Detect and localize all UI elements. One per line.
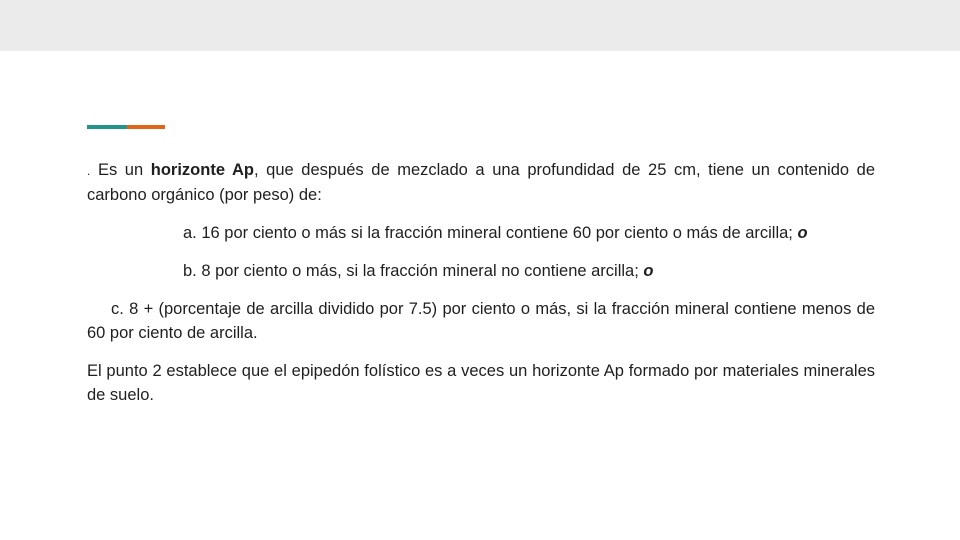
term-horizonte-ap: horizonte Ap [150,161,254,179]
list-item-b-conj: o [643,262,654,280]
paragraph-conclusion: El punto 2 establece que el epipedón folístico es a veces un horizonte Ap formado por materiales minerales de suelo. [87,362,875,404]
accent-bar-orange [127,125,165,129]
list-item-a-text: a. 16 por ciento o más si la fracción mineral contiene 60 por ciento o más de arcilla; [183,224,793,242]
list-item-a [87,221,875,245]
paragraph-definition-post: , que después de mezclado a una profundidad de 25 cm, tiene un contenido de carbono orgánico (por peso) de: [87,161,875,204]
top-band [0,0,960,51]
list-marker: . [87,164,91,178]
slide-body [87,158,875,421]
paragraph-definition [87,158,875,207]
list-item-c-text: c. 8 + (porcentaje de arcilla dividido por 7.5) por ciento o más, si la fracción mineral contiene menos de 60 por ciento de arcilla. [87,300,875,342]
accent-bar-teal [87,125,127,129]
paragraph-definition-pre: Es un [90,161,151,179]
list-item-b [87,259,875,283]
list-item-b-text: b. 8 por ciento o más, si la fracción mineral no contiene arcilla; [183,262,639,280]
list-item-a-conj: o [797,224,808,242]
list-item-c [87,297,875,345]
